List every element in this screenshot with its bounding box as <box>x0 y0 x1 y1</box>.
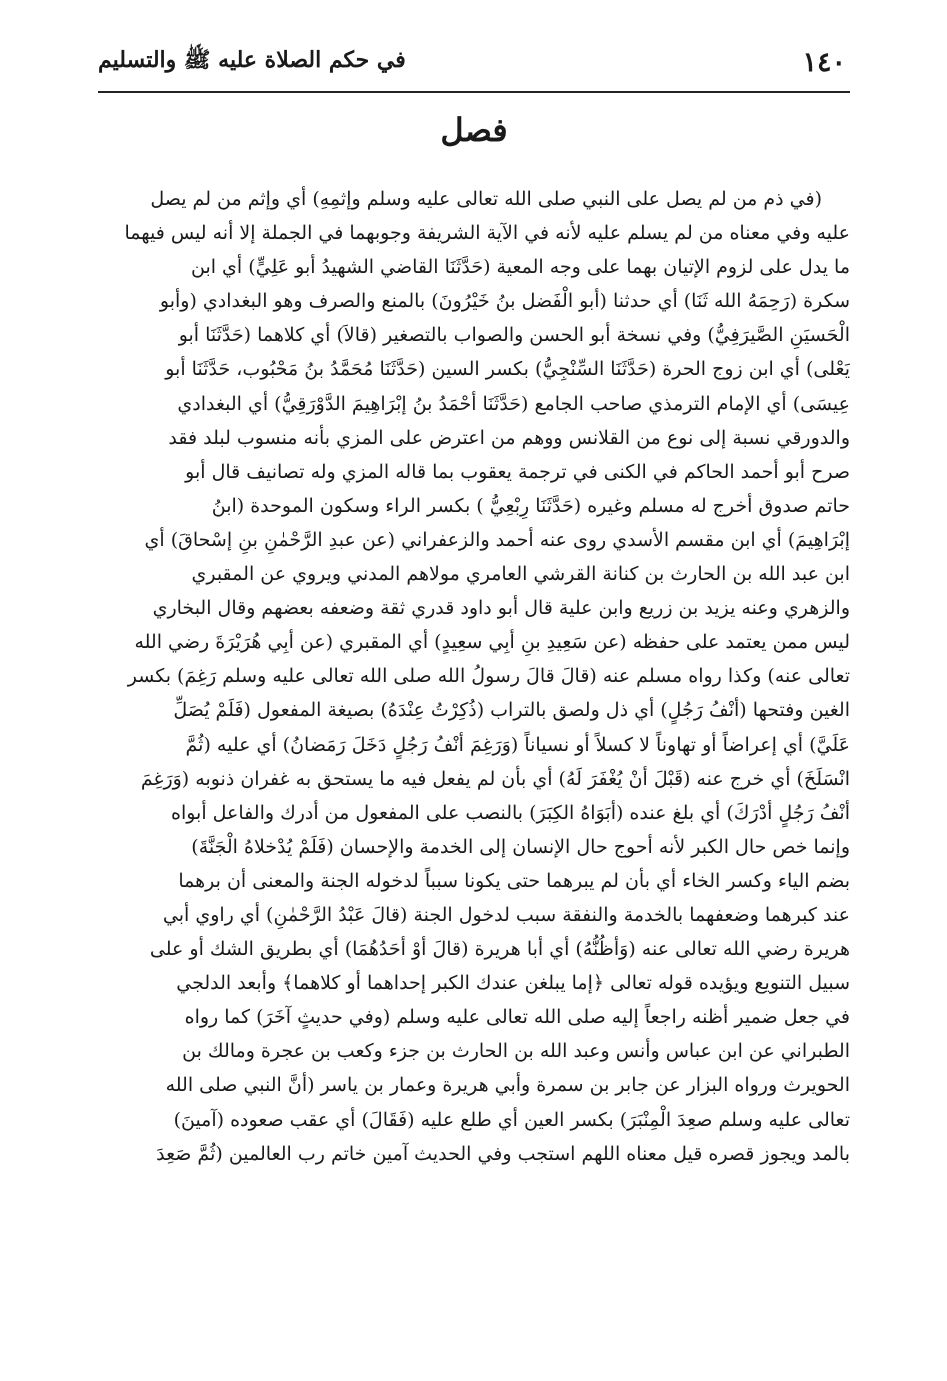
section-title: فصل <box>440 111 508 149</box>
text-line: والزهري وعنه يزيد بن زريع وابن علية قال أبو داود قدري ثقة وضعفه بعضهم وقال البخاري <box>152 597 850 620</box>
text-line: عليه وفي معناه من لم يسلم عليه لأنه في الآية الشريفة وجوبهما في الجملة إلا أنه ليس فيهما <box>124 222 850 245</box>
text-line: ابن عبد الله بن الحارث بن كنانة القرشي العامري مولاهم المدني ويروي عن المقبري <box>191 563 850 586</box>
text-line: في جعل ضمير أظنه راجعاً إليه صلى الله تعالى عليه وسلم (وفي حديثٍ آخَرَ) كما رواه <box>184 1006 850 1029</box>
header-divider <box>98 91 850 93</box>
text-line: عند كبرهما وضعفهما بالخدمة والنفقة سبب لدخول الجنة (قالَ عَبْدُ الرَّحْمٰنِ) أي راوي أبي <box>162 903 850 926</box>
text-line: بضم الياء وكسر الخاء أي بأن لم يبرهما حتى يكونا سبباً لدخوله الجنة والمعنى أن برهما <box>178 869 850 892</box>
text-line: عَلَيَّ) أي إعراضاً أو تهاوناً لا كسلاً أو نسياناً (وَرَغِمَ أنْفُ رَجُلٍ دَخَلَ رَمَضانُ) أي عليه (ثُمَّ <box>185 733 850 756</box>
text-line: عِيسَى) أي الإمام الترمذي صاحب الجامع (حَدَّثَنَا أحْمَدُ بنُ إبْرَاهِيمَ الدَّوْرَقِيُّ) أي البغدادي <box>177 392 850 415</box>
text-line: أنْفُ رَجُلٍ أدْرَكَ) أي بلغ عنده (أبَوَاهُ الكِبَرَ) بالنصب على المفعول من أدرك والفاعل أبواه <box>171 801 850 824</box>
page-header <box>98 36 850 88</box>
text-line: ليس ممن يعتمد على حفظه (عن سَعِيدِ بنِ أبِي سعِيدٍ) أي المقبري (عن أبِي هُرَيْرَةَ رضي الله <box>134 631 850 654</box>
body-text <box>98 182 850 1171</box>
text-line: وإنما خص حال الكبر لأنه أحوج حال الإنسان إلى الخدمة والإحسان (فَلَمْ يُدْخلاهُ الْجَنَّةَ) <box>191 835 850 858</box>
text-line: انْسَلَخَ) أي خرج عنه (قَبْلَ أنْ يُغْفَرَ لَهُ) أي بأن لم يفعل فيه ما يستحق به غفران ذنوبه (وَرَغِمَ <box>140 767 850 790</box>
text-line: الغين وفتحها (أنْفُ رَجُلٍ) أي ذل ولصق بالتراب (ذُكِرْتُ عِنْدَهُ) بصيغة المفعول (فَلَمْ يُصَلِّ <box>173 699 850 722</box>
text-line: يَعْلى) أي ابن زوج الحرة (حَدَّثَنَا السِّنْجِيُّ) بكسر السين (حَدَّثَنَا مُحَمَّدُ بنُ مَحْبُوب، حَدَّثَنَا أبو <box>165 358 850 381</box>
text-line: تعالى عليه وسلم صعِدَ الْمِنْبَرَ) بكسر العين أي طلع عليه (فَقَالَ) أي عقب صعوده (آمينَ) <box>173 1108 850 1131</box>
text-line: بالمد ويجوز قصره قيل معناه اللهم استجب وفي الحديث آمين خاتم رب العالمين (ثُمَّ صَعِدَ <box>156 1142 850 1165</box>
text-line: سكرة (رَحِمَهُ الله ثَنَا) أي حدثنا (أبو الْفَضل بنُ خَيْرُونَ) بالمنع والصرف وهو البغدادي (وأبو <box>159 290 850 313</box>
text-line: تعالى عنه) وكذا رواه مسلم عنه (قالَ قالَ رسولُ الله صلى الله تعالى عليه وسلم رَغِمَ) بكسر <box>127 665 850 688</box>
text-line: (في ذم من لم يصل على النبي صلى الله تعالى عليه وسلم وإثمِهِ) أي وإثم من لم يصل <box>150 188 822 210</box>
text-line: والدورقي نسبة إلى نوع من القلانس ووهم من اعترض على المزي بأنه منسوب لبلد فقد <box>168 426 850 449</box>
text-line: صرح أبو أحمد الحاكم في الكنى في ترجمة يعقوب بما قاله المزي وله تصانيف قال أبو <box>185 460 850 483</box>
text-line: الْحَسيَنِ الصَّيرَفِيُّ) وفي نسخة أبو الحسن والصواب بالتصغير (قالاَ) أي كلاهما (حَدَّثَنَا أبو <box>178 324 850 347</box>
text-line: ما يدل على لزوم الإتيان بهما على وجه المعية (حَدَّثَنَا القاضي الشهيدُ أبو عَلِيٍّ) أي ابن <box>190 256 850 279</box>
text-line: هريرة رضي الله تعالى عنه (وَأظُنُّهُ) أي أبا هريرة (قالَ أوْ أحَدُهُمَا) أي بطريق الشك أو على <box>149 938 850 961</box>
text-line: الحويرث ورواه البزار عن جابر بن سمرة وأبي هريرة وعمار بن ياسر (أنَّ النبي صلى الله <box>165 1074 850 1097</box>
text-line: حاتم صدوق أخرج له مسلم وغيره (حَدَّثَنَا رِبْعِيُّ ) بكسر الراء وسكون الموحدة (ابنُ <box>211 494 850 517</box>
text-line: إبْرَاهِيمَ) أي ابن مقسم الأسدي روى عنه أحمد والزعفراني (عن عبدِ الرَّحْمٰنِ بنِ إسْحاقَ) أي <box>144 528 850 551</box>
page-number: ١٤٠ <box>802 46 846 78</box>
text-line: سبيل التنويع ويؤيده قوله تعالى ﴿إما يبلغن عندك الكبر إحداهما أو كلاهما﴾ وأبعد الدلجي <box>176 972 850 995</box>
running-title: في حكم الصلاة عليه ﷺ والتسليم <box>98 47 406 73</box>
text-line: الطبراني عن ابن عباس وأنس وعبد الله بن الحارث بن جزء وكعب بن عجرة ومالك بن <box>182 1040 850 1063</box>
